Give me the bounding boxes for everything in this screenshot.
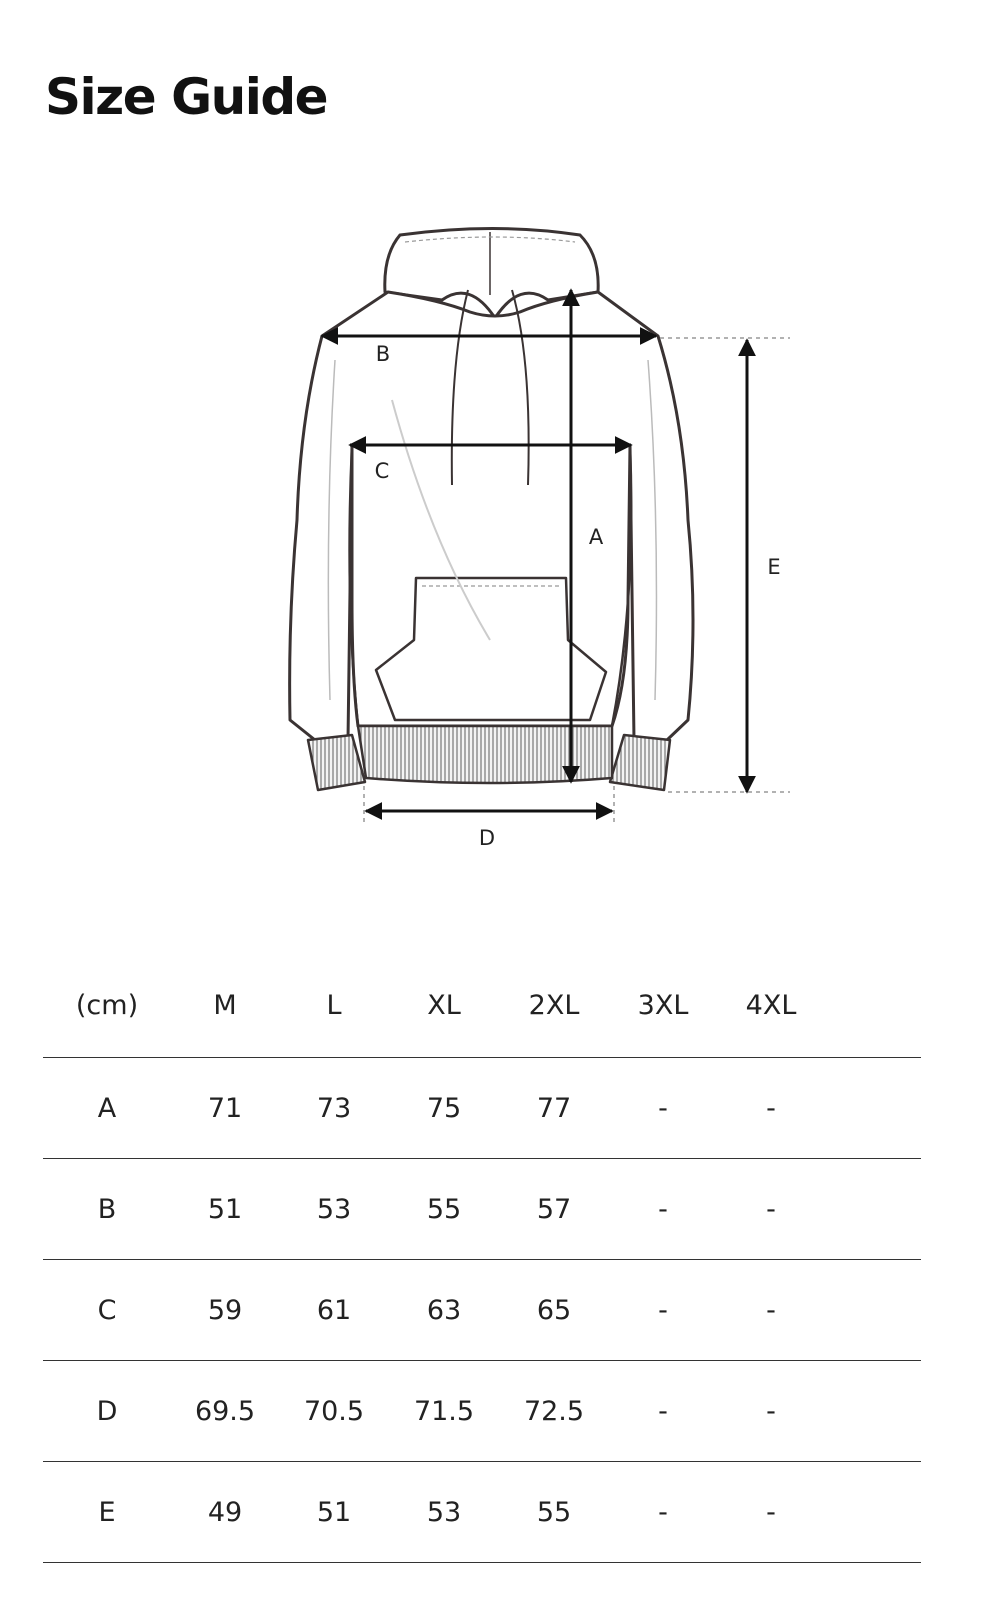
table-cell: 55 xyxy=(536,1496,572,1528)
measure-d-label: D xyxy=(478,826,496,850)
table-cell: - xyxy=(766,1193,776,1225)
table-cell: 53 xyxy=(316,1193,352,1225)
table-cell: 61 xyxy=(316,1294,352,1326)
size-header: L xyxy=(326,990,342,1021)
table-cell: 73 xyxy=(316,1092,352,1124)
page-title: Size Guide xyxy=(45,68,328,126)
table-cell: 75 xyxy=(426,1092,462,1124)
table-row xyxy=(43,1462,921,1563)
table-cell: 51 xyxy=(316,1496,352,1528)
table-cell: - xyxy=(766,1092,776,1124)
table-cell: 49 xyxy=(207,1496,243,1528)
row-label: D xyxy=(96,1395,118,1427)
table-row xyxy=(43,1361,921,1462)
table-cell: 69.5 xyxy=(194,1395,256,1427)
row-label: C xyxy=(97,1294,117,1326)
size-table xyxy=(43,990,921,1563)
table-cell: - xyxy=(658,1294,668,1326)
size-header: M xyxy=(213,990,237,1021)
table-cell: - xyxy=(658,1395,668,1427)
table-cell: 57 xyxy=(536,1193,572,1225)
row-label: B xyxy=(97,1193,117,1225)
measure-b-label: B xyxy=(375,342,391,366)
table-cell: - xyxy=(658,1193,668,1225)
table-cell: 53 xyxy=(426,1496,462,1528)
table-cell: 72.5 xyxy=(523,1395,585,1427)
table-row xyxy=(43,1260,921,1361)
unit-header: (cm) xyxy=(75,990,139,1021)
table-cell: - xyxy=(766,1294,776,1326)
measure-a-label: A xyxy=(588,525,604,549)
measure-c-label: C xyxy=(374,459,390,483)
table-cell: 55 xyxy=(426,1193,462,1225)
table-row xyxy=(43,1058,921,1159)
table-cell: - xyxy=(766,1395,776,1427)
table-cell: - xyxy=(658,1092,668,1124)
size-header: 2XL xyxy=(528,990,580,1021)
table-cell: 71.5 xyxy=(413,1395,475,1427)
table-cell: - xyxy=(658,1496,668,1528)
table-cell: 77 xyxy=(536,1092,572,1124)
row-label: A xyxy=(97,1092,117,1124)
size-header: 3XL xyxy=(637,990,689,1021)
hoodie-measurement-diagram xyxy=(0,200,1000,900)
measure-e-label: E xyxy=(767,555,781,579)
size-header: XL xyxy=(427,990,461,1021)
table-cell: 71 xyxy=(207,1092,243,1124)
table-cell: - xyxy=(766,1496,776,1528)
hoodie-illustration xyxy=(290,229,693,791)
table-header-row xyxy=(43,990,921,1058)
table-cell: 63 xyxy=(426,1294,462,1326)
row-label: E xyxy=(98,1496,116,1528)
table-cell: 65 xyxy=(536,1294,572,1326)
table-cell: 59 xyxy=(207,1294,243,1326)
table-cell: 51 xyxy=(207,1193,243,1225)
table-cell: 70.5 xyxy=(303,1395,365,1427)
size-header: 4XL xyxy=(745,990,797,1021)
table-row xyxy=(43,1159,921,1260)
